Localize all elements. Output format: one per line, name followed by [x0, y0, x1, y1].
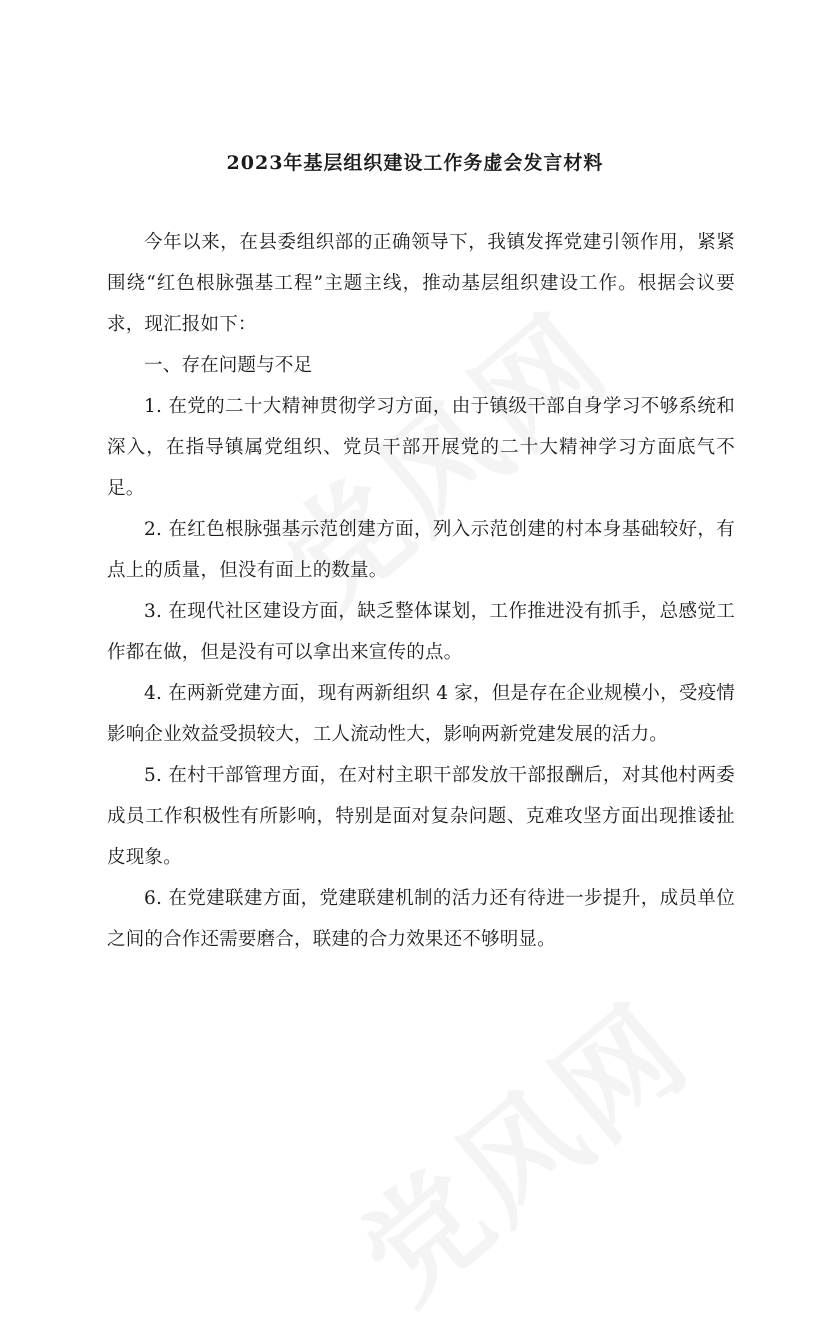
document-body	[107, 222, 735, 960]
intro-paragraph: 今年以来，在县委组织部的正确领导下，我镇发挥党建引领作用，紧紧围绕“红色根脉强基工程”主题主线，推动基层组织建设工作。根据会议要求，现汇报如下：	[107, 232, 735, 335]
list-item: 1. 在党的二十大精神贯彻学习方面，由于镇级干部自身学习不够系统和深入，在指导镇属党组织、党员干部开展党的二十大精神学习方面底气不足。	[107, 396, 735, 499]
watermark	[319, 959, 719, 1333]
list-item: 3. 在现代社区建设方面，缺乏整体谋划，工作推进没有抓手，总感觉工作都在做，但是没有可以拿出来宣传的点。	[107, 601, 735, 663]
list-item: 4. 在两新党建方面，现有两新组织 4 家，但是存在企业规模小，受疫情影响企业效益受损较大，工人流动性大，影响两新党建发展的活力。	[107, 683, 735, 745]
list-item: 6. 在党建联建方面，党建联建机制的活力还有待进一步提升，成员单位之间的合作还需要磨合，联建的合力效果还不够明显。	[107, 888, 735, 950]
document-title: 2023年基层组织建设工作务虚会发言材料	[226, 152, 604, 174]
list-item: 2. 在红色根脉强基示范创建方面，列入示范创建的村本身基础较好，有点上的质量，但没有面上的数量。	[107, 519, 735, 581]
list-item: 5. 在村干部管理方面，在对村主职干部发放干部报酬后，对其他村两委成员工作积极性有所影响，特别是面对复杂问题、克难攻坚方面出现推诿扯皮现象。	[107, 765, 735, 868]
section-heading: 一、存在问题与不足	[144, 355, 313, 376]
